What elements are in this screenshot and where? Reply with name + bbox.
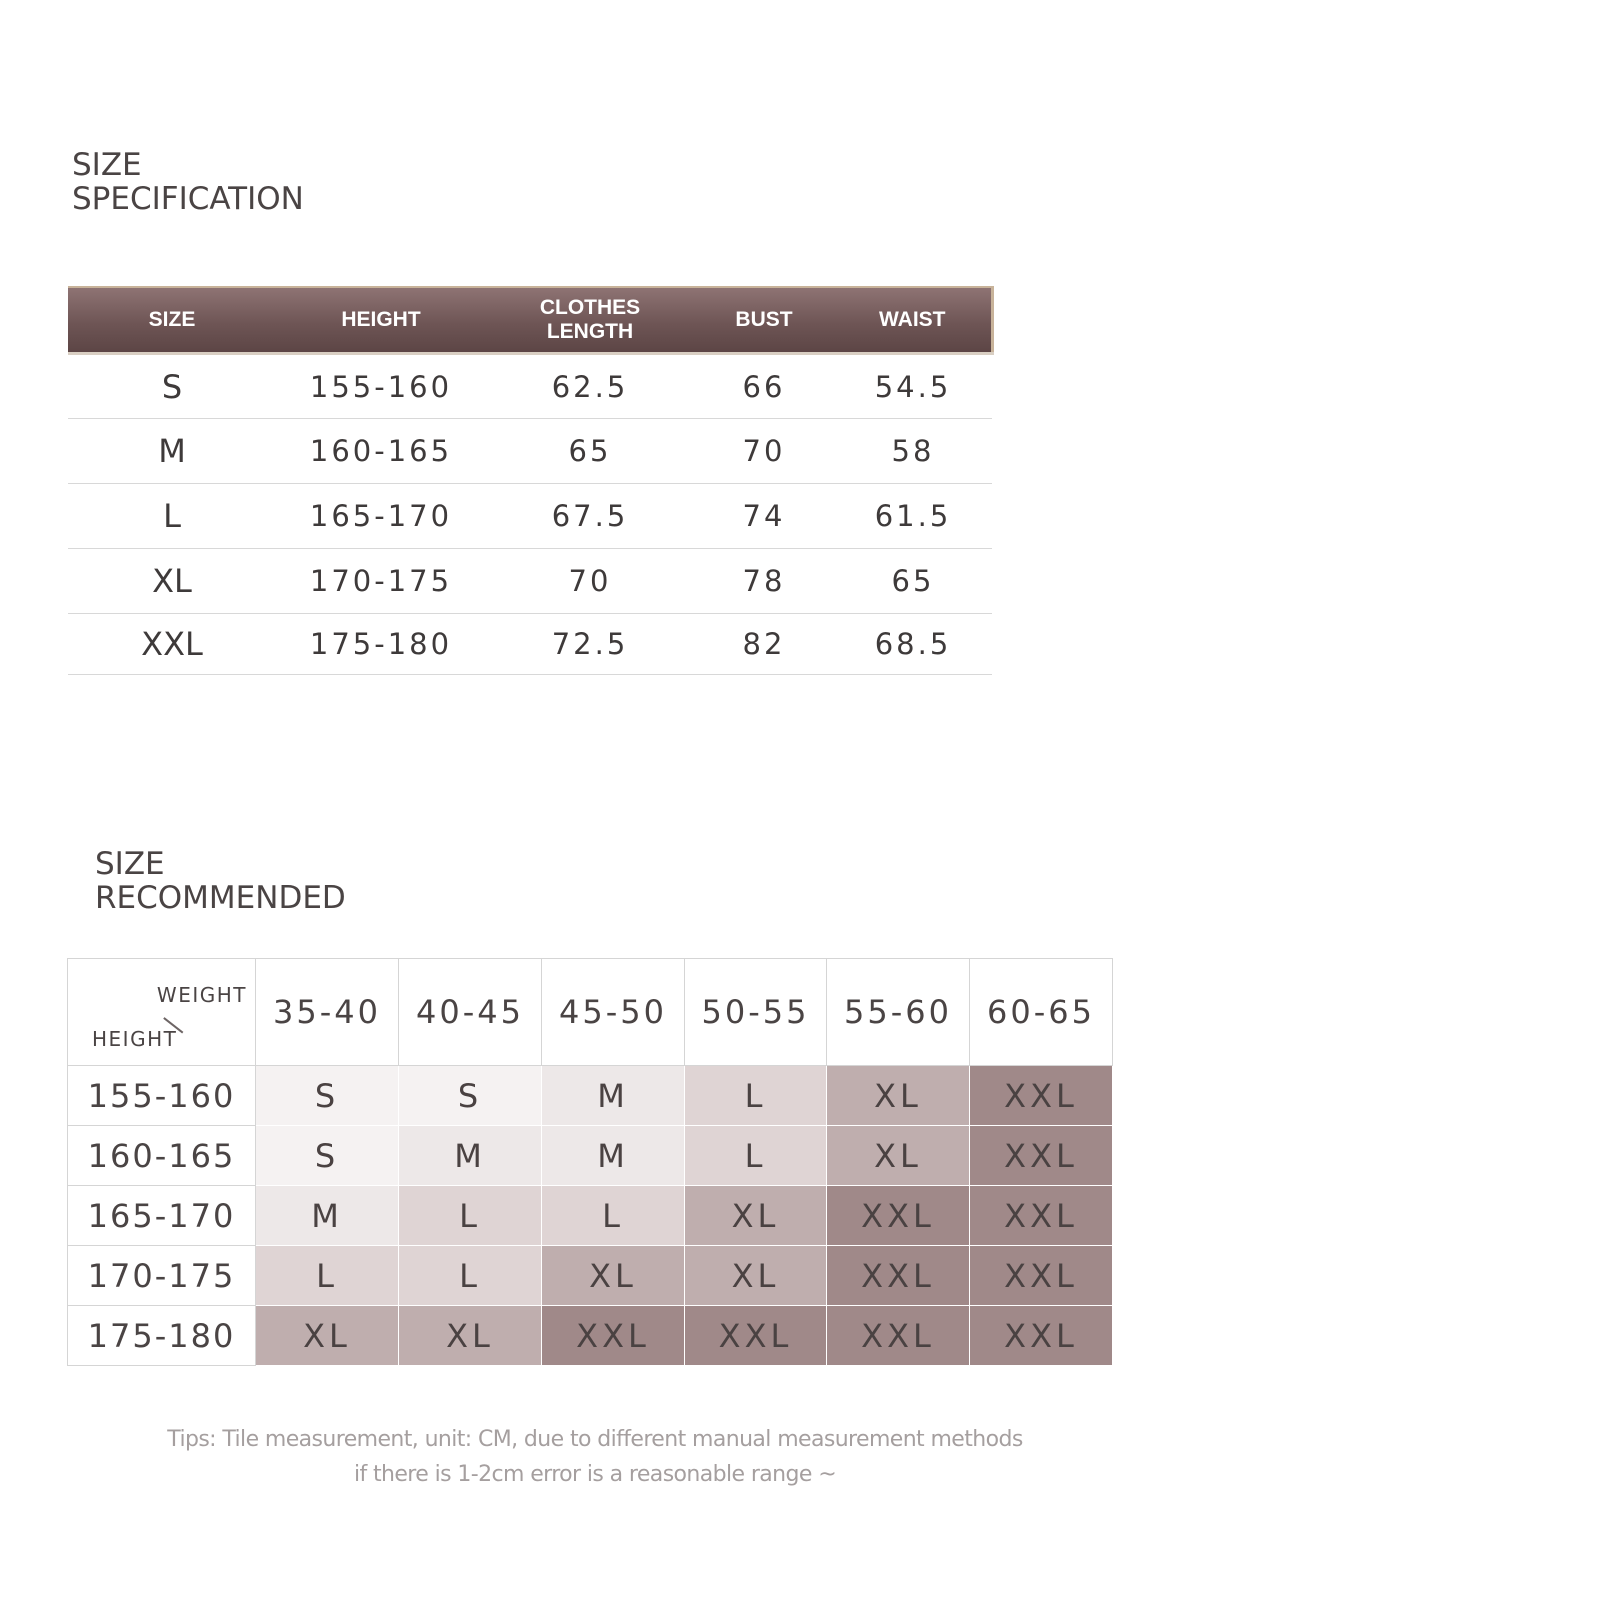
recommended-size-cell: XXL <box>685 1306 827 1366</box>
header-waist: WAIST <box>834 287 992 354</box>
bust-cell: 78 <box>694 549 834 614</box>
size-cell: XL <box>68 549 276 614</box>
table-row <box>68 354 992 419</box>
recommended-title-line1: SIZE <box>95 846 165 882</box>
clothes-length-cell: 67.5 <box>486 484 694 549</box>
recommended-size-cell: S <box>399 1066 542 1126</box>
recommended-header-row <box>68 959 1113 1066</box>
height-row-header: 160-165 <box>68 1126 256 1186</box>
weight-column-header: 55-60 <box>827 959 970 1066</box>
table-row <box>68 1066 1113 1126</box>
clothes-length-cell: 72.5 <box>486 614 694 675</box>
recommended-size-cell: L <box>399 1186 542 1246</box>
size-specification-table <box>68 286 994 675</box>
recommended-size-cell: M <box>542 1126 685 1186</box>
height-cell: 170-175 <box>276 549 486 614</box>
table-row <box>68 614 992 675</box>
waist-cell: 58 <box>834 419 992 484</box>
recommended-size-cell: XXL <box>970 1306 1113 1366</box>
recommended-size-cell: XXL <box>827 1246 970 1306</box>
weight-column-header: 60-65 <box>970 959 1113 1066</box>
recommended-size-cell: L <box>399 1246 542 1306</box>
clothes-length-cell: 65 <box>486 419 694 484</box>
recommended-size-cell: M <box>256 1186 399 1246</box>
recommended-size-cell: XXL <box>970 1246 1113 1306</box>
table-row <box>68 549 992 614</box>
table-row <box>68 1246 1113 1306</box>
recommended-size-cell: L <box>685 1066 827 1126</box>
size-cell: S <box>68 354 276 419</box>
waist-cell: 61.5 <box>834 484 992 549</box>
measurement-tips <box>150 1422 1040 1492</box>
corner-height-label: HEIGHT <box>92 1027 178 1051</box>
recommended-size-cell: XL <box>256 1306 399 1366</box>
recommended-size-cell: XL <box>827 1066 970 1126</box>
bust-cell: 70 <box>694 419 834 484</box>
tips-line1: Tips: Tile measurement, unit: CM, due to different manual measurement methods <box>167 1427 1023 1452</box>
weight-column-header: 35-40 <box>256 959 399 1066</box>
specification-title-line1: SIZE <box>72 147 142 183</box>
header-height: HEIGHT <box>276 287 486 354</box>
height-cell: 155-160 <box>276 354 486 419</box>
recommended-size-cell: L <box>542 1186 685 1246</box>
clothes-length-cell: 70 <box>486 549 694 614</box>
height-row-header: 175-180 <box>68 1306 256 1366</box>
recommended-size-cell: XL <box>399 1306 542 1366</box>
weight-column-header: 40-45 <box>399 959 542 1066</box>
table-row <box>68 1306 1113 1366</box>
weight-column-header: 45-50 <box>542 959 685 1066</box>
recommended-title-line2: RECOMMENDED <box>95 880 346 916</box>
height-cell: 165-170 <box>276 484 486 549</box>
table-row <box>68 1186 1113 1246</box>
header-size: SIZE <box>68 287 276 354</box>
header-bust: BUST <box>694 287 834 354</box>
recommended-size-cell: XXL <box>827 1186 970 1246</box>
recommended-size-cell: XXL <box>970 1126 1113 1186</box>
recommended-size-cell: XXL <box>542 1306 685 1366</box>
recommended-size-cell: XL <box>827 1126 970 1186</box>
bust-cell: 74 <box>694 484 834 549</box>
height-cell: 175-180 <box>276 614 486 675</box>
header-clothes-length <box>486 287 694 354</box>
height-row-header: 170-175 <box>68 1246 256 1306</box>
table-row <box>68 419 992 484</box>
size-cell: L <box>68 484 276 549</box>
recommended-size-cell: XL <box>542 1246 685 1306</box>
bust-cell: 66 <box>694 354 834 419</box>
recommended-size-cell: L <box>685 1126 827 1186</box>
recommended-size-cell: S <box>256 1126 399 1186</box>
tips-line2: if there is 1-2cm error is a reasonable range ~ <box>353 1462 837 1487</box>
table-row <box>68 1126 1113 1186</box>
size-cell: M <box>68 419 276 484</box>
recommended-title <box>95 847 346 915</box>
recommended-size-cell: L <box>256 1246 399 1306</box>
recommended-size-cell: XXL <box>827 1306 970 1366</box>
recommended-size-cell: XL <box>685 1186 827 1246</box>
height-cell: 160-165 <box>276 419 486 484</box>
recommended-size-cell: XL <box>685 1246 827 1306</box>
recommended-size-cell: M <box>542 1066 685 1126</box>
size-cell: XXL <box>68 614 276 675</box>
height-row-header: 155-160 <box>68 1066 256 1126</box>
header-clothes-length-line2: LENGTH <box>546 320 634 343</box>
waist-cell: 68.5 <box>834 614 992 675</box>
header-clothes-length-line1: CLOTHES <box>539 296 641 319</box>
waist-cell: 54.5 <box>834 354 992 419</box>
clothes-length-cell: 62.5 <box>486 354 694 419</box>
weight-column-header: 50-55 <box>685 959 827 1066</box>
recommended-size-cell: XXL <box>970 1066 1113 1126</box>
size-recommended-table <box>67 958 1113 1366</box>
recommended-size-cell: S <box>256 1066 399 1126</box>
corner-weight-label: WEIGHT <box>156 983 247 1007</box>
table-row <box>68 484 992 549</box>
waist-cell: 65 <box>834 549 992 614</box>
bust-cell: 82 <box>694 614 834 675</box>
recommended-size-cell: M <box>399 1126 542 1186</box>
specification-title <box>72 148 304 216</box>
recommended-size-cell: XXL <box>970 1186 1113 1246</box>
specification-header-row <box>68 287 992 354</box>
specification-title-line2: SPECIFICATION <box>72 181 304 217</box>
height-row-header: 165-170 <box>68 1186 256 1246</box>
corner-cell <box>68 959 256 1066</box>
